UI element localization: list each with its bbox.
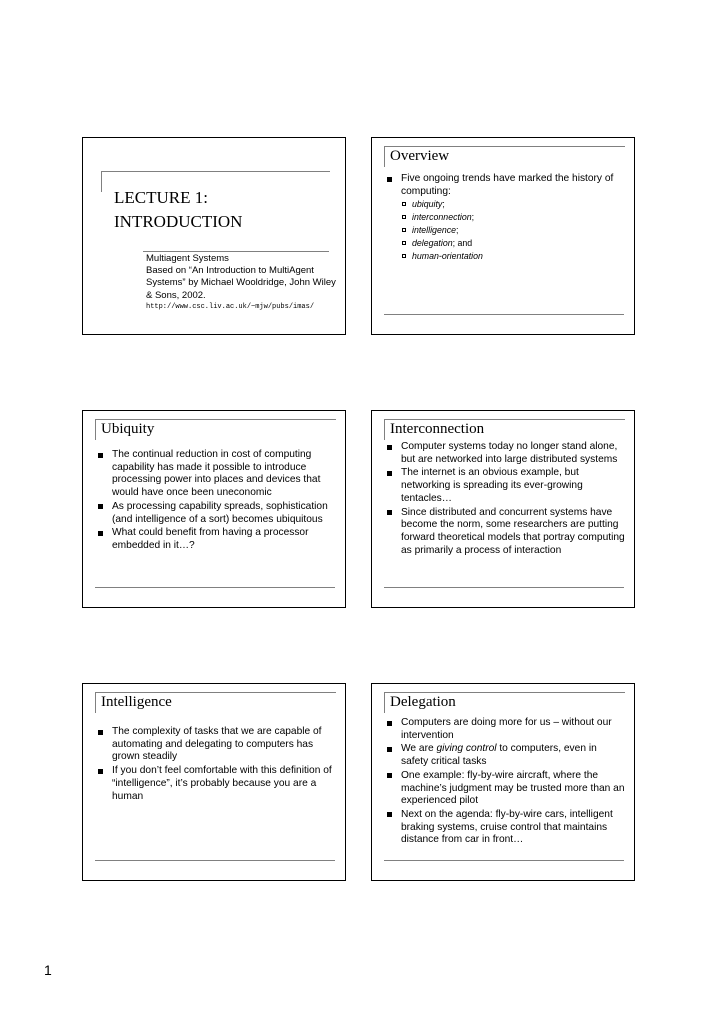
hollow-square-bullet-icon <box>402 215 406 219</box>
bullet-text: We are <box>401 743 437 755</box>
bottom-rule <box>95 587 335 588</box>
square-bullet-icon <box>387 177 392 182</box>
bullet-item <box>386 743 626 768</box>
bullet-text: The internet is an obvious example, but networking is spreading its ever-growing tentacles… <box>401 467 583 504</box>
lecture-title-line2: INTRODUCTION <box>114 212 243 231</box>
bullet-item <box>97 449 337 500</box>
bullet-item <box>97 527 337 552</box>
bullet-item <box>97 765 337 803</box>
emphasis-text: giving control <box>436 743 497 755</box>
trend-suffix: ; <box>471 212 475 223</box>
lecture-title-line1: LECTURE 1: <box>114 188 208 207</box>
square-bullet-icon <box>387 721 392 726</box>
slide-overview <box>371 137 635 335</box>
slide-title: Overview <box>390 148 450 164</box>
lecture-title <box>114 186 242 234</box>
slide-body <box>386 441 626 558</box>
slide-delegation <box>371 683 635 881</box>
sub-item <box>401 250 626 262</box>
slide-ubiquity <box>82 410 346 608</box>
hollow-square-bullet-icon <box>402 228 406 232</box>
slide-intelligence <box>82 683 346 881</box>
bullet-item <box>386 173 626 262</box>
square-bullet-icon <box>387 445 392 450</box>
slide-title: Ubiquity <box>101 421 155 437</box>
hollow-square-bullet-icon <box>402 254 406 258</box>
subtitle: Multiagent Systems <box>146 253 229 264</box>
subtitle-rule <box>143 251 329 252</box>
bullet-item <box>97 726 337 764</box>
bullet-text: The continual reduction in cost of computing capability has made it possible to introduce processing power into places and devices that would have once been uneconomic <box>112 449 321 499</box>
hollow-square-bullet-icon <box>402 202 406 206</box>
bottom-rule <box>384 314 624 315</box>
bullet-item <box>386 809 626 847</box>
bullet-text: to computers, even in safety critical tasks <box>401 743 597 768</box>
bullet-text: What could benefit from having a processor embedded in it…? <box>112 527 309 551</box>
bullet-text: If you don’t feel comfortable with this definition of “intelligence”, it’s probably because you are a human <box>112 765 332 802</box>
slide-body <box>386 173 626 263</box>
square-bullet-icon <box>387 510 392 515</box>
slide-body <box>386 717 626 848</box>
bullet-item <box>386 507 626 558</box>
square-bullet-icon <box>387 747 392 752</box>
bullet-item <box>386 770 626 808</box>
slide-body <box>97 726 337 804</box>
trend-term: ubiquity <box>412 199 443 210</box>
bottom-rule <box>95 860 335 861</box>
bullet-item <box>386 467 626 505</box>
bullet-item <box>97 501 337 526</box>
square-bullet-icon <box>98 504 103 509</box>
bullet-item <box>386 717 626 742</box>
bullet-text: Computer systems today no longer stand alone, but are networked into large distributed systems <box>401 441 618 465</box>
sub-list <box>401 198 626 262</box>
trend-term: intelligence <box>412 225 457 236</box>
sub-item <box>401 224 626 236</box>
square-bullet-icon <box>387 471 392 476</box>
hollow-square-bullet-icon <box>402 241 406 245</box>
based-on-text: Based on “An Introduction to MultiAgent Systems” by Michael Wooldridge, John Wiley & Sons, 2002. <box>146 265 336 301</box>
bullet-text: As processing capability spreads, sophistication (and intelligence of a sort) becomes ubiquitous <box>112 500 328 525</box>
trend-term: delegation <box>412 238 453 249</box>
page-number: 1 <box>44 962 52 978</box>
slide-title: Intelligence <box>101 694 172 710</box>
source-url: http://www.csc.liv.ac.uk/~mjw/pubs/imas/ <box>146 302 315 311</box>
sub-item <box>401 237 626 249</box>
bottom-rule <box>384 860 624 861</box>
sub-item <box>401 211 626 223</box>
bullet-text: Next on the agenda: fly-by-wire cars, intelligent braking systems, cruise control that maintains distance from car in front… <box>401 808 613 846</box>
square-bullet-icon <box>98 531 103 536</box>
trend-term: interconnection <box>412 212 472 223</box>
trend-suffix: ; <box>456 225 459 236</box>
square-bullet-icon <box>387 812 392 817</box>
square-bullet-icon <box>98 453 103 458</box>
trend-term: human-orientation <box>412 251 483 262</box>
trend-suffix: ; <box>442 199 445 210</box>
slide-title: Delegation <box>390 694 456 710</box>
slide-body <box>97 449 337 554</box>
bullet-text: Since distributed and concurrent systems have become the norm, some researchers are putting forward theoretical models that portray computing as primarily a process of interaction <box>401 506 625 556</box>
bottom-rule <box>384 587 624 588</box>
square-bullet-icon <box>387 773 392 778</box>
trend-suffix: ; and <box>452 238 473 249</box>
square-bullet-icon <box>98 730 103 735</box>
slide-interconnection <box>371 410 635 608</box>
slide-lecture-title <box>82 137 346 335</box>
slide-title: Interconnection <box>390 421 485 437</box>
bullet-item <box>386 441 626 466</box>
bullet-text: Five ongoing trends have marked the history of computing: <box>401 173 614 197</box>
bullet-text: Computers are doing more for us – without our intervention <box>401 717 612 741</box>
subtitle-block <box>146 253 336 312</box>
sub-item <box>401 198 626 210</box>
bullet-text: The complexity of tasks that we are capable of automating and delegating to computers has grown steadily <box>112 726 322 763</box>
bullet-text: One example: fly-by-wire aircraft, where the machine’s judgment may be trusted more than an experienced pilot <box>401 769 625 807</box>
square-bullet-icon <box>98 769 103 774</box>
